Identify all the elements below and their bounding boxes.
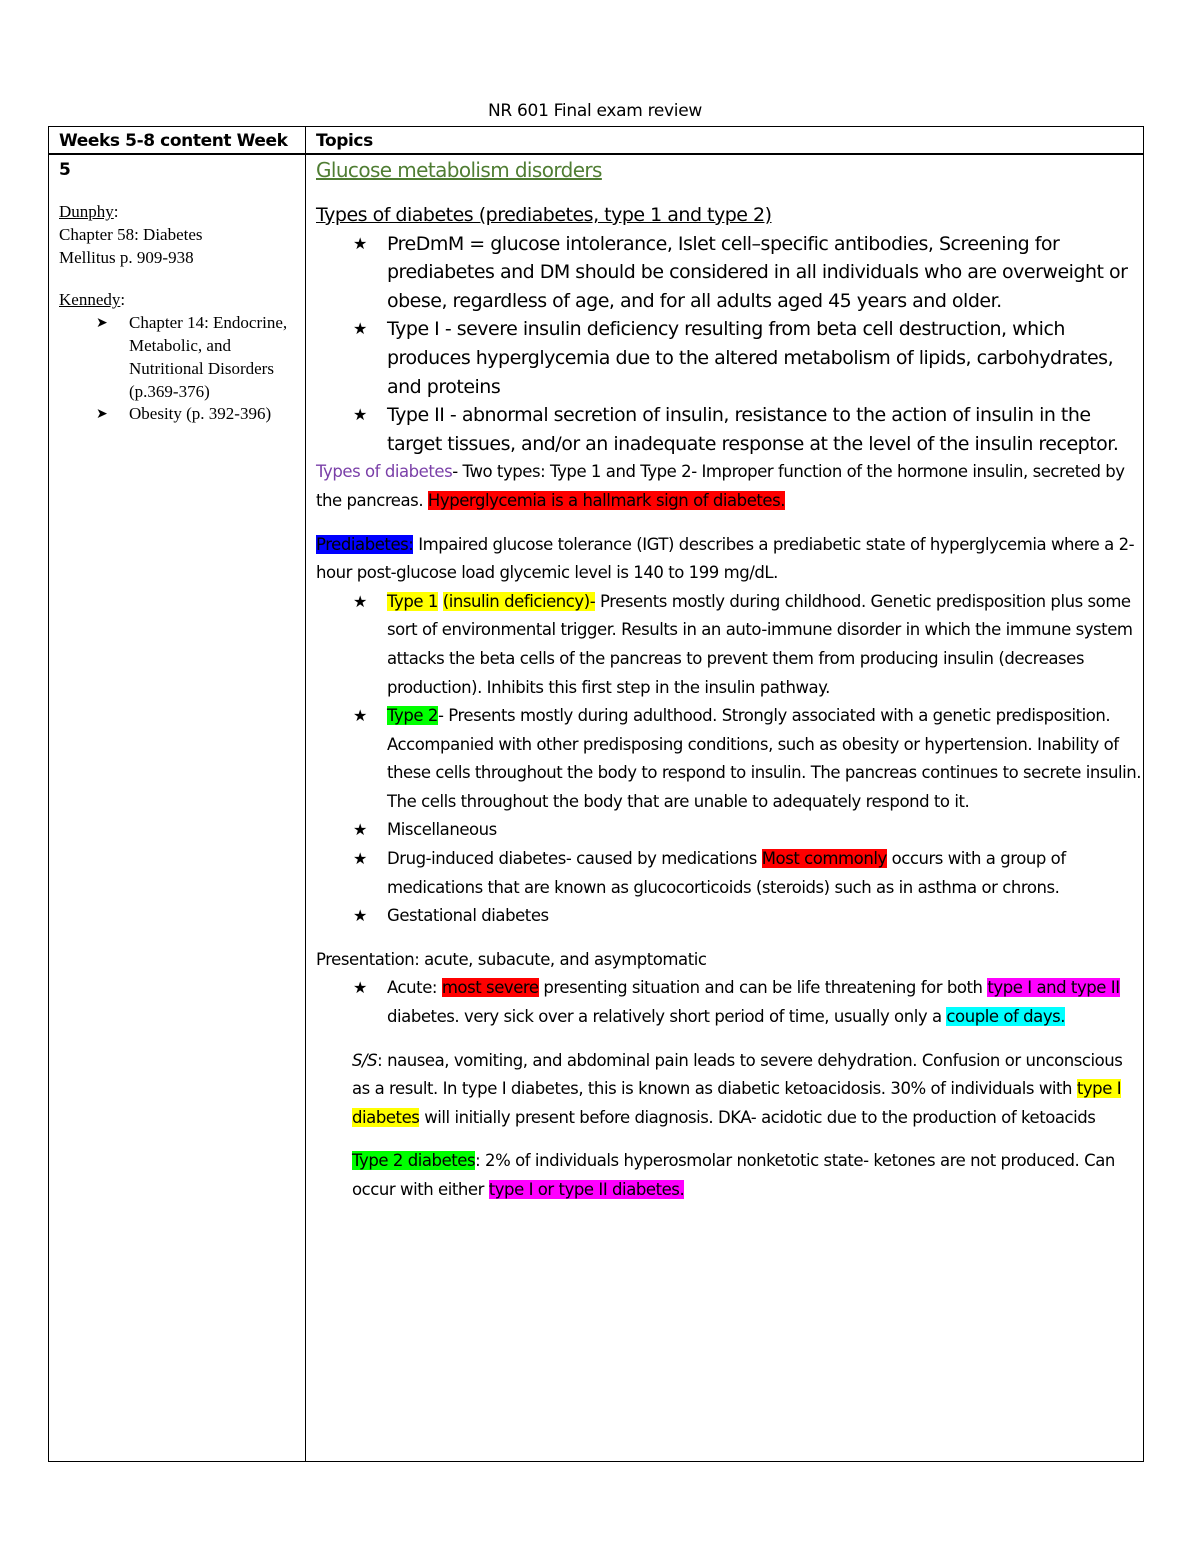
types-summary-list (316, 230, 1143, 459)
type-i-diabetes-highlight: type I diabetes (352, 1079, 1122, 1127)
prediabetes-text: Impaired glucose tolerance (IGT) describes a prediabetic state of hyperglycemia where a 2-hour post-glucose load glycemic level is 140 to 199 mg/dL. (316, 534, 1135, 583)
star-bullet-icon: ★ (353, 978, 367, 998)
gestational-text: Gestational diabetes (387, 906, 549, 926)
types-paragraph (316, 458, 1143, 515)
star-bullet-icon: ★ (353, 591, 367, 611)
bullet-type-ii: Type II - abnormal secretion of insulin, resistance to the action of insulin in the target tissues, and/or an inadequate response at the level of the insulin receptor. (387, 404, 1119, 455)
acute-prefix: Acute: (387, 978, 442, 998)
presentation-list (316, 974, 1143, 1031)
header-weeks-label: Weeks 5-8 content Week (59, 131, 288, 151)
diabetes-types-list (316, 588, 1143, 931)
section-title: Glucose metabolism disorders (316, 158, 602, 182)
ss-text-1: : nausea, vomiting, and abdominal pain leads to severe dehydration. Confusion or unconscious as a result. In type I diabetes, this is known as diabetic ketoacidosis. 30% of individuals with (352, 1050, 1123, 1099)
presentation-line: Presentation: acute, subacute, and asymptomatic (316, 949, 707, 969)
types-text: - Two types: Type 1 and Type 2- Improper function of the hormone insulin, secreted by the pancreas. (316, 462, 1125, 510)
header-cell-topics (306, 127, 1144, 155)
list-item (316, 974, 1143, 1031)
type2-text: - Presents mostly during adulthood. Strongly associated with a genetic predisposition. Accompanied with other predisposing conditions, such as obesity or hypertension. Inability of these cells throughout the body to respond to insulin. The pancreas continues to secrete insulin. The cells throughout the body that are unable to adequately respond to it. (387, 706, 1142, 811)
acute-post: diabetes. very sick over a relatively short period of time, usually only a (387, 1007, 947, 1027)
kennedy-item-obesity: Obesity (p. 392-396) (129, 404, 272, 424)
dunphy-chapter: Chapter 58: Diabetes (59, 224, 203, 244)
type2-label: Type 2 (387, 706, 438, 726)
drug-text-1: Drug-induced diabetes- caused by medications (387, 849, 762, 869)
dunphy-pages: Mellitus p. 909-938 (59, 247, 194, 267)
reading-references (49, 201, 305, 426)
type2-paragraph-text: : 2% of individuals hyperosmolar nonketotic state- ketones are not produced. Can occur with either (352, 1151, 1115, 1199)
week-cell (49, 154, 306, 1462)
star-bullet-icon: ★ (353, 906, 367, 926)
header-topics-label: Topics (316, 131, 373, 151)
list-item (316, 230, 1143, 316)
ss-label: S/S (352, 1050, 378, 1070)
dunphy-label: Dunphy (59, 202, 114, 221)
dunphy-heading (59, 201, 305, 224)
table-row-week-5 (49, 154, 1144, 1462)
list-item (316, 902, 1143, 931)
bullet-predmm: PreDmM = glucose intolerance, Islet cell–specific antibodies, Screening for prediabetes and DM should be considered in all individuals who are overweight or obese, regardless of age, and for all adults aged 45 years and older. (387, 232, 1128, 312)
type1-label: Type 1 (387, 591, 438, 611)
star-bullet-icon: ★ (353, 706, 367, 726)
type1-text: Presents mostly during childhood. Genetic predisposition plus some sort of environmental trigger. Results in an auto-immune disorder in which the immune system attacks the beta cells of the pancreas to prevent them from producing insulin (decreases production). Inhibits this first step in the insulin pathway. (387, 591, 1133, 697)
star-bullet-icon: ★ (353, 405, 367, 425)
document-title: NR 601 Final exam review (488, 101, 702, 121)
header-cell-weeks (49, 127, 306, 155)
list-item (59, 312, 309, 403)
type-i-ii-highlight: type I and type II (987, 978, 1120, 998)
type1-deficiency-label: (insulin deficiency)- (442, 591, 596, 611)
type2-diabetes-highlight: Type 2 diabetes (352, 1151, 476, 1171)
drug-text-2: occurs with a group of medications that are known as glucocorticoids (steroids) such as in asthma or chrons. (387, 849, 1066, 897)
arrow-bullet-icon: ➤ (96, 315, 108, 332)
kennedy-heading (59, 289, 305, 312)
bullet-type-i: Type I - severe insulin deficiency resulting from beta cell destruction, which produces hyperglycemia due to the altered metabolism of lipids, carbohydrates, and proteins (387, 318, 1114, 398)
types-heading: Types of diabetes (prediabetes, type 1 and type 2) (316, 204, 772, 226)
dunphy-colon: : (113, 202, 119, 221)
type2-paragraph (316, 1147, 1143, 1204)
couple-days-highlight: couple of days. (946, 1007, 1066, 1027)
kennedy-list (59, 312, 305, 426)
kennedy-colon: : (120, 290, 126, 310)
list-item (59, 403, 309, 426)
star-bullet-icon: ★ (353, 849, 367, 869)
week-number: 5 (59, 160, 71, 180)
most-severe-highlight: most severe (441, 978, 539, 998)
symptoms-paragraph (316, 1047, 1143, 1133)
star-bullet-icon: ★ (353, 233, 367, 253)
list-item (316, 845, 1143, 902)
list-item (316, 588, 1143, 702)
type-i-or-ii-highlight: type I or type II diabetes. (488, 1180, 685, 1199)
list-item (316, 816, 1143, 845)
star-bullet-icon: ★ (353, 319, 367, 339)
topics-content (306, 157, 1143, 1205)
list-item (316, 401, 1143, 458)
prediabetes-label: Prediabetes: (316, 534, 414, 554)
topics-cell (306, 154, 1144, 1462)
review-table (48, 126, 1144, 1462)
misc-text: Miscellaneous (387, 820, 497, 840)
list-item (316, 315, 1143, 401)
types-label: Types of diabetes (316, 462, 453, 482)
ss-text-2: will initially present before diagnosis. DKA- acidotic due to the production of ketoacids (419, 1107, 1096, 1127)
list-item (316, 702, 1143, 816)
table-header-row (49, 127, 1144, 155)
hallmark-highlight: Hyperglycemia is a hallmark sign of diabetes. (427, 490, 786, 510)
kennedy-item-chapter: Chapter 14: Endocrine, Metabolic, and Nutritional Disorders (p.369-376) (129, 313, 288, 401)
prediabetes-paragraph (316, 531, 1143, 588)
kennedy-label: Kennedy (59, 290, 121, 310)
arrow-bullet-icon: ➤ (96, 406, 108, 423)
star-bullet-icon: ★ (353, 820, 367, 840)
acute-mid: presenting situation and can be life threatening for both (538, 978, 988, 998)
most-commonly-highlight: Most commonly (761, 849, 887, 869)
